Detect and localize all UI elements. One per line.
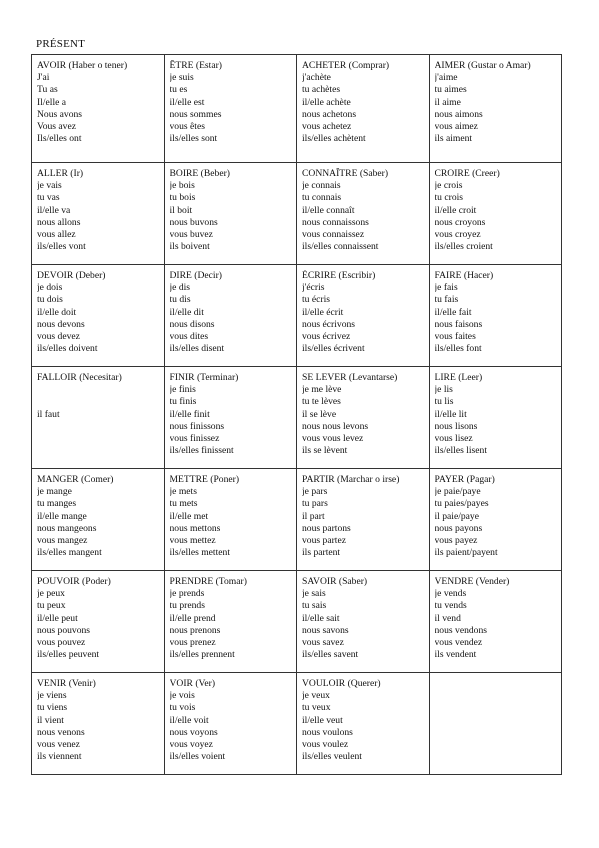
verb-forms-list — [170, 282, 293, 355]
verb-cell — [429, 571, 562, 673]
verb-form: je pars — [302, 486, 328, 498]
verb-forms-list — [170, 384, 293, 457]
verb-form: tu mets — [169, 498, 198, 510]
verb-form: nous devons — [37, 318, 85, 330]
verb-form: tu crois — [434, 192, 464, 204]
verb-header: ACHETER (Comprar) — [302, 60, 390, 71]
verb-form: nous nous levons — [302, 420, 369, 432]
verb-form: Nous avons — [37, 108, 83, 120]
verb-cell — [297, 265, 430, 367]
verb-form: vous finissez — [169, 433, 220, 445]
verb-form: je crois — [434, 180, 463, 192]
verb-form: il/elle lit — [434, 408, 467, 420]
verb-form: il/elle va — [37, 204, 71, 216]
verb-form: je connais — [302, 180, 341, 192]
verb-cell — [164, 55, 297, 163]
verb-form: tu sais — [302, 600, 327, 612]
verb-form: je mets — [169, 486, 197, 498]
table-row — [32, 673, 562, 775]
verb-form: il/elle met — [169, 510, 209, 522]
verb-form: il vend — [434, 612, 461, 624]
verb-form: ils/elles vont — [37, 241, 86, 253]
table-row — [32, 265, 562, 367]
verb-form: il part — [302, 510, 325, 522]
verb-cell — [297, 571, 430, 673]
verb-form: j'achète — [302, 72, 331, 84]
verb-form: nous savons — [302, 624, 349, 636]
verb-form: j'écris — [302, 282, 325, 294]
verb-form: tu peux — [37, 600, 66, 612]
verb-forms-list — [37, 72, 160, 145]
verb-forms-list — [435, 72, 558, 145]
verb-cell — [429, 367, 562, 469]
verb-forms-list — [302, 384, 425, 457]
verb-form: vous aimez — [434, 121, 478, 133]
verb-form: vous partez — [302, 535, 346, 547]
verb-form: ils partent — [302, 547, 341, 559]
verb-cell — [32, 367, 165, 469]
verb-form: je lis — [434, 384, 453, 396]
verb-header: PRENDRE (Tomar) — [169, 576, 247, 587]
verb-header: VOIR (Ver) — [169, 678, 216, 689]
verb-header: POUVOIR (Poder) — [37, 576, 111, 587]
verb-form: je peux — [37, 588, 65, 600]
verb-form: vous dites — [169, 331, 209, 343]
verb-header: VENIR (Venir) — [37, 678, 96, 689]
verb-form: ils vendent — [434, 649, 477, 661]
conjugation-table-body — [32, 55, 562, 775]
verb-form: ils/elles croient — [434, 241, 493, 253]
verb-form: je paie/paye — [434, 486, 481, 498]
page-title: PRÉSENT — [36, 38, 86, 50]
verb-form: vous mettez — [169, 535, 216, 547]
verb-form: ils/elles peuvent — [37, 649, 100, 661]
verb-form: vous devez — [37, 331, 80, 343]
verb-header: SAVOIR (Saber) — [302, 576, 368, 587]
verb-cell — [164, 673, 297, 775]
verb-form: ils viennent — [37, 751, 82, 763]
verb-header: PARTIR (Marchar o irse) — [302, 474, 400, 485]
verb-form: il/elle voit — [169, 714, 209, 726]
verb-form: ils se lèvent — [302, 445, 348, 457]
verb-cell — [297, 367, 430, 469]
table-row — [32, 163, 562, 265]
verb-form: je vends — [434, 588, 467, 600]
verb-forms-list — [302, 180, 425, 253]
verb-forms-list — [435, 282, 558, 355]
verb-cell — [297, 673, 430, 775]
verb-form: tu écris — [302, 294, 330, 306]
verb-form: nous partons — [302, 522, 351, 534]
verb-form: ils/elles finissent — [169, 445, 234, 457]
verb-header: ÉCRIRE (Escribir) — [302, 270, 376, 281]
verb-header: LIRE (Leer) — [434, 372, 483, 383]
verb-form: vous payez — [434, 535, 478, 547]
verb-form: nous prenons — [169, 624, 221, 636]
verb-form: nous buvons — [169, 216, 218, 228]
verb-cell — [164, 163, 297, 265]
verb-form: Vous avez — [37, 121, 76, 133]
verb-form: Tu as — [37, 84, 58, 96]
verb-form: ils/elles veulent — [302, 751, 362, 763]
verb-form: je veux — [302, 690, 330, 702]
verb-forms-list — [435, 486, 558, 559]
verb-header: FAIRE (Hacer) — [434, 270, 494, 281]
verb-cell — [429, 469, 562, 571]
verb-form: je finis — [169, 384, 196, 396]
verb-form: vous lisez — [434, 433, 473, 445]
verb-form: il vient — [37, 714, 64, 726]
verb-form: vous croyez — [434, 229, 481, 241]
verb-header: DEVOIR (Deber) — [37, 270, 106, 281]
verb-form: tu pars — [302, 498, 328, 510]
verb-cell — [429, 673, 562, 775]
verb-cell — [164, 469, 297, 571]
conjugation-table — [31, 54, 562, 775]
table-row — [32, 571, 562, 673]
verb-forms-list — [37, 180, 160, 253]
verb-form: tu vois — [169, 702, 196, 714]
verb-form: nous voulons — [302, 726, 353, 738]
verb-form: je suis — [169, 72, 194, 84]
verb-form: vous prenez — [169, 637, 216, 649]
verb-header: ALLER (Ir) — [37, 168, 84, 179]
verb-form: vous mangez — [37, 535, 88, 547]
verb-forms-list — [170, 486, 293, 559]
verb-form: ils/elles doivent — [37, 343, 98, 355]
verb-header: ÊTRE (Estar) — [169, 60, 222, 71]
verb-form: nous pouvons — [37, 624, 91, 636]
verb-form: ils/elles mettent — [169, 547, 230, 559]
verb-form: il/elle mange — [37, 510, 87, 522]
verb-form — [37, 396, 160, 408]
verb-form: vous vous levez — [302, 433, 364, 445]
verb-form: il/elle veut — [302, 714, 343, 726]
verb-form: vous achetez — [302, 121, 352, 133]
verb-form: il/elle écrit — [302, 306, 344, 318]
verb-cell — [32, 55, 165, 163]
verb-forms-list — [170, 180, 293, 253]
verb-form: ils/elles prennent — [169, 649, 235, 661]
verb-header: AVOIR (Haber o tener) — [37, 60, 128, 71]
verb-header: SE LEVER (Levantarse) — [302, 372, 398, 383]
verb-forms-list — [37, 384, 160, 421]
verb-form: il/elle prend — [169, 612, 216, 624]
verb-forms-list — [302, 282, 425, 355]
verb-form: nous croyons — [434, 216, 486, 228]
verb-cell — [32, 163, 165, 265]
verb-form: vous savez — [302, 637, 344, 649]
verb-forms-list — [435, 588, 558, 661]
verb-form: tu te lèves — [302, 396, 341, 408]
verb-form: nous mettons — [169, 522, 221, 534]
verb-form: vous vendez — [434, 637, 483, 649]
verb-form: Ils/elles ont — [37, 133, 82, 145]
verb-forms-list — [302, 72, 425, 145]
verb-header: MANGER (Comer) — [37, 474, 114, 485]
verb-form: ils paient/payent — [434, 547, 498, 559]
verb-form: vous voulez — [302, 739, 349, 751]
verb-cell — [429, 55, 562, 163]
verb-form: vous êtes — [169, 121, 205, 133]
verb-form: vous connaissez — [302, 229, 365, 241]
verb-header: CROIRE (Creer) — [434, 168, 500, 179]
verb-cell — [164, 265, 297, 367]
verb-form: tu connais — [302, 192, 342, 204]
verb-form: ils/elles écrivent — [302, 343, 365, 355]
verb-forms-list — [302, 486, 425, 559]
verb-forms-list — [170, 72, 293, 145]
verb-form: tu veux — [302, 702, 331, 714]
verb-form: je fais — [434, 282, 458, 294]
verb-form: ils/elles sont — [169, 133, 218, 145]
verb-form: nous voyons — [169, 726, 218, 738]
verb-header: PAYER (Pagar) — [434, 474, 495, 485]
verb-form: tu aimes — [434, 84, 467, 96]
verb-form: ils/elles connaissent — [302, 241, 379, 253]
verb-cell — [297, 163, 430, 265]
verb-form: nous sommes — [169, 108, 222, 120]
verb-form: nous aimons — [434, 108, 483, 120]
verb-form: je me lève — [302, 384, 342, 396]
verb-form: tu dois — [37, 294, 63, 306]
verb-form: je dis — [169, 282, 191, 294]
verb-form: il/elle achète — [302, 96, 351, 108]
verb-form: tu manges — [37, 498, 77, 510]
verb-form: ils/elles voient — [169, 751, 226, 763]
verb-form: nous écrivons — [302, 318, 356, 330]
verb-form: nous finissons — [169, 420, 225, 432]
verb-forms-list — [37, 588, 160, 661]
verb-form: tu lis — [434, 396, 454, 408]
verb-header: VOULOIR (Querer) — [302, 678, 381, 689]
verb-header: AIMER (Gustar o Amar) — [434, 60, 531, 71]
verb-form: je sais — [302, 588, 326, 600]
verb-form: ils/elles font — [434, 343, 482, 355]
verb-form: nous vendons — [434, 624, 487, 636]
verb-header: BOIRE (Beber) — [169, 168, 230, 179]
verb-form: il/elle finit — [169, 408, 210, 420]
verb-form: nous mangeons — [37, 522, 97, 534]
table-row — [32, 55, 562, 163]
verb-form: vous faites — [434, 331, 476, 343]
verb-form: ils/elles lisent — [434, 445, 487, 457]
verb-form: nous faisons — [434, 318, 483, 330]
verb-form: vous venez — [37, 739, 80, 751]
verb-form: il/elle croit — [434, 204, 477, 216]
verb-form: tu finis — [169, 396, 197, 408]
verb-form: nous allons — [37, 216, 81, 228]
verb-form: il faut — [37, 408, 60, 420]
verb-form: nous disons — [169, 318, 215, 330]
verb-cell — [297, 469, 430, 571]
verb-form: il paie/paye — [434, 510, 479, 522]
verb-forms-list — [37, 282, 160, 355]
verb-form: il/elle doit — [37, 306, 77, 318]
verb-form: tu bois — [169, 192, 196, 204]
verb-form: nous venons — [37, 726, 85, 738]
verb-form: nous payons — [434, 522, 483, 534]
verb-cell — [164, 571, 297, 673]
verb-form: il se lève — [302, 408, 337, 420]
verb-form: il/elle fait — [434, 306, 472, 318]
verb-form: vous écrivez — [302, 331, 351, 343]
verb-header: METTRE (Poner) — [169, 474, 240, 485]
verb-form: ils/elles disent — [169, 343, 225, 355]
table-row — [32, 367, 562, 469]
verb-header: CONNAÎTRE (Saber) — [302, 168, 389, 179]
verb-form: j'aime — [434, 72, 458, 84]
verb-form: il aime — [434, 96, 461, 108]
verb-form: tu es — [169, 84, 188, 96]
verb-form: il/elle connaît — [302, 204, 355, 216]
verb-form: ils/elles achètent — [302, 133, 366, 145]
verb-form — [37, 384, 160, 396]
verb-form: il/elle dit — [169, 306, 204, 318]
verb-form: tu fais — [434, 294, 459, 306]
verb-form: tu vas — [37, 192, 60, 204]
verb-forms-list — [37, 690, 160, 763]
verb-form: tu paies/payes — [434, 498, 489, 510]
verb-forms-list — [37, 486, 160, 559]
verb-cell — [32, 469, 165, 571]
verb-forms-list — [302, 588, 425, 661]
verb-form: Il/elle a — [37, 96, 67, 108]
verb-forms-list — [170, 588, 293, 661]
verb-forms-list — [435, 384, 558, 457]
verb-form: tu viens — [37, 702, 68, 714]
verb-form: tu dis — [169, 294, 191, 306]
verb-form: nous lisons — [434, 420, 478, 432]
verb-form: vous buvez — [169, 229, 213, 241]
verb-form: ils/elles savent — [302, 649, 359, 661]
verb-cell — [32, 673, 165, 775]
table-row — [32, 469, 562, 571]
verb-form: tu achètes — [302, 84, 341, 96]
verb-form: vous pouvez — [37, 637, 86, 649]
verb-header: VENDRE (Vender) — [434, 576, 510, 587]
verb-header: FINIR (Terminar) — [169, 372, 239, 383]
verb-form: ils aiment — [434, 133, 473, 145]
verb-form: je viens — [37, 690, 67, 702]
verb-form: il/elle sait — [302, 612, 340, 624]
verb-form: J'ai — [37, 72, 50, 84]
verb-form: ils/elles mangent — [37, 547, 102, 559]
verb-form: nous connaissons — [302, 216, 369, 228]
verb-header: FALLOIR (Necesitar) — [37, 372, 122, 383]
verb-form: je mange — [37, 486, 72, 498]
verb-cell — [297, 55, 430, 163]
verb-forms-list — [435, 180, 558, 253]
verb-cell — [429, 265, 562, 367]
verb-form: il/elle peut — [37, 612, 78, 624]
verb-form: il/elle est — [169, 96, 205, 108]
verb-forms-list — [302, 690, 425, 763]
verb-form: je prends — [169, 588, 205, 600]
verb-form: il boit — [169, 204, 193, 216]
verb-form: je vais — [37, 180, 62, 192]
verb-form: je bois — [169, 180, 195, 192]
verb-form: ils boivent — [169, 241, 210, 253]
verb-form: vous voyez — [169, 739, 213, 751]
verb-form: tu vends — [434, 600, 467, 612]
verb-cell — [32, 571, 165, 673]
verb-form: tu prends — [169, 600, 205, 612]
verb-cell — [429, 163, 562, 265]
verb-form: vous allez — [37, 229, 76, 241]
verb-form: je vois — [169, 690, 195, 702]
verb-form: je dois — [37, 282, 63, 294]
verb-cell — [32, 265, 165, 367]
verb-form: nous achetons — [302, 108, 357, 120]
verb-forms-list — [170, 690, 293, 763]
verb-header: DIRE (Decir) — [169, 270, 222, 281]
verb-cell — [164, 367, 297, 469]
